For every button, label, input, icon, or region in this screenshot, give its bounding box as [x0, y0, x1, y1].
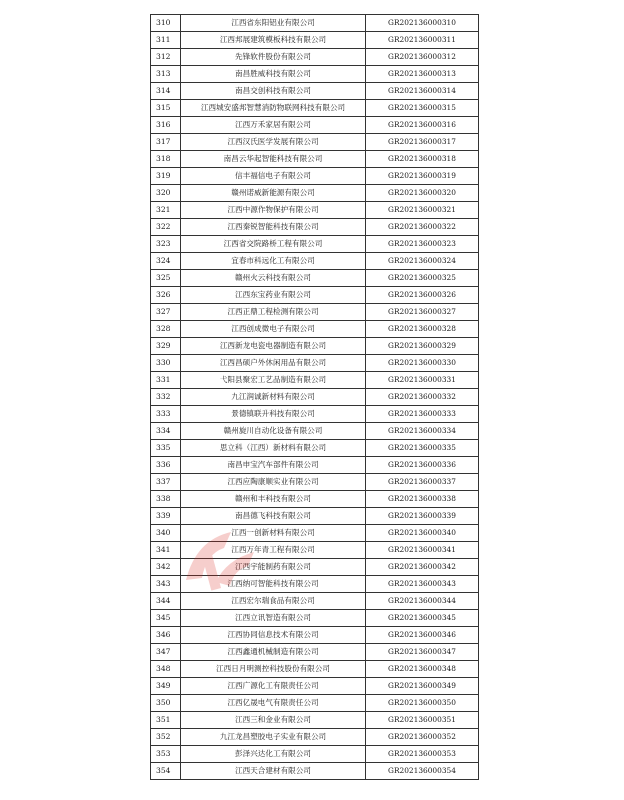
- certificate-number: GR202136000315: [366, 100, 479, 117]
- row-number: 320: [151, 185, 181, 202]
- row-number: 336: [151, 457, 181, 474]
- row-number: 330: [151, 355, 181, 372]
- company-name: 先锋软件股份有限公司: [181, 49, 366, 66]
- certificate-number: GR202136000312: [366, 49, 479, 66]
- company-name: 江西宇能制药有限公司: [181, 559, 366, 576]
- row-number: 334: [151, 423, 181, 440]
- certificate-number: GR202136000351: [366, 712, 479, 729]
- table-row: [151, 525, 479, 542]
- document-page: [150, 14, 476, 780]
- company-name: 江西城安盛邦智慧消防物联网科技有限公司: [181, 100, 366, 117]
- table-row: [151, 457, 479, 474]
- company-name: 江西应陶康顺实业有限公司: [181, 474, 366, 491]
- row-number: 324: [151, 253, 181, 270]
- row-number: 326: [151, 287, 181, 304]
- certificate-number: GR202136000343: [366, 576, 479, 593]
- company-name: 江西昌硕户外休闲用品有限公司: [181, 355, 366, 372]
- table-row: [151, 287, 479, 304]
- row-number: 311: [151, 32, 181, 49]
- certificate-number: GR202136000327: [366, 304, 479, 321]
- table-row: [151, 202, 479, 219]
- row-number: 350: [151, 695, 181, 712]
- company-name: 江西汉氏医学发展有限公司: [181, 134, 366, 151]
- company-table-body: [151, 15, 479, 780]
- row-number: 312: [151, 49, 181, 66]
- row-number: 329: [151, 338, 181, 355]
- certificate-number: GR202136000311: [366, 32, 479, 49]
- row-number: 343: [151, 576, 181, 593]
- company-name: 江西东宝药业有限公司: [181, 287, 366, 304]
- table-row: [151, 576, 479, 593]
- table-row: [151, 712, 479, 729]
- row-number: 310: [151, 15, 181, 32]
- certificate-number: GR202136000352: [366, 729, 479, 746]
- table-row: [151, 389, 479, 406]
- table-row: [151, 559, 479, 576]
- certificate-number: GR202136000337: [366, 474, 479, 491]
- company-name: 江西创成微电子有限公司: [181, 321, 366, 338]
- row-number: 317: [151, 134, 181, 151]
- company-name: 思立科（江西）新材料有限公司: [181, 440, 366, 457]
- certificate-number: GR202136000354: [366, 763, 479, 780]
- company-name: 江西万年青工程有限公司: [181, 542, 366, 559]
- table-row: [151, 100, 479, 117]
- certificate-number: GR202136000331: [366, 372, 479, 389]
- certificate-number: GR202136000353: [366, 746, 479, 763]
- table-row: [151, 746, 479, 763]
- certificate-number: GR202136000349: [366, 678, 479, 695]
- company-name: 江西广源化工有限责任公司: [181, 678, 366, 695]
- table-row: [151, 270, 479, 287]
- table-row: [151, 729, 479, 746]
- certificate-number: GR202136000342: [366, 559, 479, 576]
- table-row: [151, 644, 479, 661]
- certificate-number: GR202136000321: [366, 202, 479, 219]
- certificate-number: GR202136000324: [366, 253, 479, 270]
- table-row: [151, 423, 479, 440]
- row-number: 313: [151, 66, 181, 83]
- row-number: 342: [151, 559, 181, 576]
- table-row: [151, 695, 479, 712]
- row-number: 335: [151, 440, 181, 457]
- company-name: 赣州旋川自动化设备有限公司: [181, 423, 366, 440]
- company-name: 江西中源作物保护有限公司: [181, 202, 366, 219]
- company-name: 彭泽兴达化工有限公司: [181, 746, 366, 763]
- row-number: 337: [151, 474, 181, 491]
- company-name: 江西新龙电瓷电器制造有限公司: [181, 338, 366, 355]
- company-name: 江西三和金业有限公司: [181, 712, 366, 729]
- company-name: 江西天合建材有限公司: [181, 763, 366, 780]
- table-row: [151, 83, 479, 100]
- company-name: 信丰福信电子有限公司: [181, 168, 366, 185]
- row-number: 319: [151, 168, 181, 185]
- table-row: [151, 610, 479, 627]
- company-name: 江西鑫通机械制造有限公司: [181, 644, 366, 661]
- table-row: [151, 338, 479, 355]
- row-number: 318: [151, 151, 181, 168]
- table-row: [151, 66, 479, 83]
- table-row: [151, 32, 479, 49]
- certificate-number: GR202136000338: [366, 491, 479, 508]
- row-number: 346: [151, 627, 181, 644]
- table-row: [151, 406, 479, 423]
- certificate-number: GR202136000346: [366, 627, 479, 644]
- table-row: [151, 321, 479, 338]
- certificate-number: GR202136000333: [366, 406, 479, 423]
- table-row: [151, 763, 479, 780]
- table-row: [151, 542, 479, 559]
- certificate-number: GR202136000329: [366, 338, 479, 355]
- table-row: [151, 355, 479, 372]
- table-row: [151, 678, 479, 695]
- table-row: [151, 185, 479, 202]
- company-name: 九江龙昌塑胶电子实业有限公司: [181, 729, 366, 746]
- table-row: [151, 15, 479, 32]
- table-row: [151, 474, 479, 491]
- table-row: [151, 661, 479, 678]
- table-row: [151, 134, 479, 151]
- company-name: 赣州和丰科技有限公司: [181, 491, 366, 508]
- table-row: [151, 304, 479, 321]
- company-name: 江西邦展建筑模板科技有限公司: [181, 32, 366, 49]
- company-table: [150, 14, 479, 780]
- certificate-number: GR202136000328: [366, 321, 479, 338]
- company-name: 南昌申宝汽车部件有限公司: [181, 457, 366, 474]
- certificate-number: GR202136000336: [366, 457, 479, 474]
- company-name: 江西立讯智造有限公司: [181, 610, 366, 627]
- company-name: 弋阳县聚宏工艺品制造有限公司: [181, 372, 366, 389]
- company-name: 江西万禾家居有限公司: [181, 117, 366, 134]
- certificate-number: GR202136000314: [366, 83, 479, 100]
- row-number: 338: [151, 491, 181, 508]
- row-number: 348: [151, 661, 181, 678]
- certificate-number: GR202136000334: [366, 423, 479, 440]
- certificate-number: GR202136000326: [366, 287, 479, 304]
- company-name: 赣州诺威新能源有限公司: [181, 185, 366, 202]
- company-name: 南昌云华起智能科技有限公司: [181, 151, 366, 168]
- table-row: [151, 117, 479, 134]
- row-number: 332: [151, 389, 181, 406]
- company-name: 江西省东阳铝业有限公司: [181, 15, 366, 32]
- company-name: 江西宏尔瑞食品有限公司: [181, 593, 366, 610]
- certificate-number: GR202136000350: [366, 695, 479, 712]
- certificate-number: GR202136000335: [366, 440, 479, 457]
- certificate-number: GR202136000320: [366, 185, 479, 202]
- certificate-number: GR202136000345: [366, 610, 479, 627]
- row-number: 339: [151, 508, 181, 525]
- certificate-number: GR202136000313: [366, 66, 479, 83]
- company-name: 江西协同信息技术有限公司: [181, 627, 366, 644]
- row-number: 315: [151, 100, 181, 117]
- row-number: 314: [151, 83, 181, 100]
- company-name: 江西正鼎工程检测有限公司: [181, 304, 366, 321]
- table-row: [151, 168, 479, 185]
- table-row: [151, 219, 479, 236]
- table-row: [151, 593, 479, 610]
- certificate-number: GR202136000317: [366, 134, 479, 151]
- certificate-number: GR202136000348: [366, 661, 479, 678]
- row-number: 327: [151, 304, 181, 321]
- company-name: 景德镇联升科技有限公司: [181, 406, 366, 423]
- company-name: 南昌交创科技有限公司: [181, 83, 366, 100]
- table-row: [151, 253, 479, 270]
- certificate-number: GR202136000340: [366, 525, 479, 542]
- row-number: 353: [151, 746, 181, 763]
- row-number: 316: [151, 117, 181, 134]
- row-number: 340: [151, 525, 181, 542]
- table-row: [151, 508, 479, 525]
- certificate-number: GR202136000330: [366, 355, 479, 372]
- table-row: [151, 627, 479, 644]
- table-row: [151, 151, 479, 168]
- row-number: 345: [151, 610, 181, 627]
- certificate-number: GR202136000344: [366, 593, 479, 610]
- row-number: 321: [151, 202, 181, 219]
- company-name: 南昌胜威科技有限公司: [181, 66, 366, 83]
- company-name: 江西省交院路桥工程有限公司: [181, 236, 366, 253]
- table-row: [151, 491, 479, 508]
- row-number: 349: [151, 678, 181, 695]
- certificate-number: GR202136000341: [366, 542, 479, 559]
- company-name: 江西日月明测控科技股份有限公司: [181, 661, 366, 678]
- row-number: 351: [151, 712, 181, 729]
- certificate-number: GR202136000325: [366, 270, 479, 287]
- certificate-number: GR202136000318: [366, 151, 479, 168]
- table-row: [151, 236, 479, 253]
- row-number: 333: [151, 406, 181, 423]
- table-row: [151, 49, 479, 66]
- company-name: 江西秦锐智能科技有限公司: [181, 219, 366, 236]
- company-name: 赣州火云科技有限公司: [181, 270, 366, 287]
- row-number: 344: [151, 593, 181, 610]
- row-number: 325: [151, 270, 181, 287]
- row-number: 328: [151, 321, 181, 338]
- row-number: 352: [151, 729, 181, 746]
- row-number: 347: [151, 644, 181, 661]
- certificate-number: GR202136000339: [366, 508, 479, 525]
- row-number: 341: [151, 542, 181, 559]
- certificate-number: GR202136000316: [366, 117, 479, 134]
- table-row: [151, 440, 479, 457]
- table-row: [151, 372, 479, 389]
- certificate-number: GR202136000323: [366, 236, 479, 253]
- certificate-number: GR202136000319: [366, 168, 479, 185]
- company-name: 九江润诚新材料有限公司: [181, 389, 366, 406]
- company-name: 宜春市科远化工有限公司: [181, 253, 366, 270]
- certificate-number: GR202136000322: [366, 219, 479, 236]
- company-name: 南昌德飞科技有限公司: [181, 508, 366, 525]
- company-name: 江西亿晟电气有限责任公司: [181, 695, 366, 712]
- certificate-number: GR202136000310: [366, 15, 479, 32]
- certificate-number: GR202136000332: [366, 389, 479, 406]
- row-number: 323: [151, 236, 181, 253]
- certificate-number: GR202136000347: [366, 644, 479, 661]
- company-name: 江西一创新材料有限公司: [181, 525, 366, 542]
- row-number: 331: [151, 372, 181, 389]
- row-number: 354: [151, 763, 181, 780]
- company-name: 江西纳可智能科技有限公司: [181, 576, 366, 593]
- row-number: 322: [151, 219, 181, 236]
